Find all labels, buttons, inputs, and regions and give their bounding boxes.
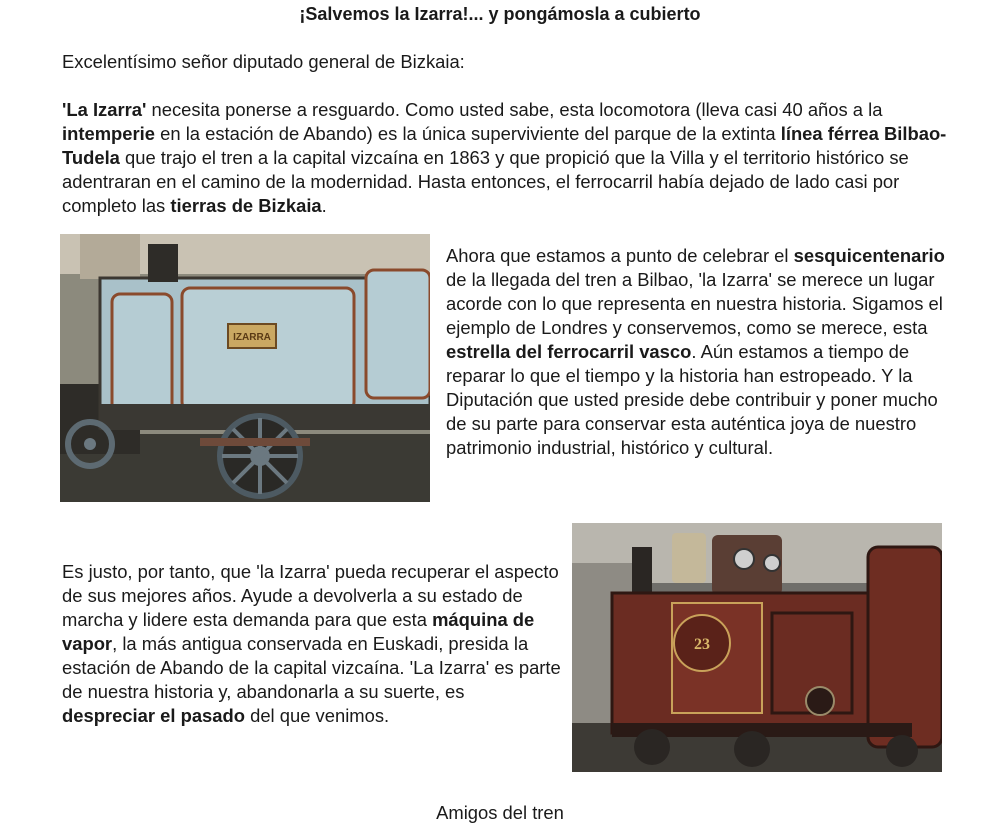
salutation: Excelentísimo señor diputado general de Bizkaia: [62,51,465,72]
paragraph-2 [446,244,946,460]
bold-text: línea férrea Bilbao-Tudela [62,123,947,168]
text: necesita ponerse a resguardo. Como usted sabe, esta locomotora (lleva casi 40 años a la [146,99,883,120]
text: . Aún estamos a tiempo de reparar lo que el tiempo y la historia han estropeado. Y la Diputación que usted preside debe contribuir y poner mucho de su parte para conservar esta auténtica joya de nuestro patrimonio industrial, histórico y cultural. [446,341,938,458]
text: . [321,195,327,216]
bold-text: intemperie [62,123,156,144]
text: del que venimos. [244,705,390,726]
paragraph-3 [62,560,562,728]
bold-text: 'La Izarra' [62,99,147,120]
izarra-locomotory-photo-outdoor [60,234,430,502]
text: , la más antigua conservada en Euskadi, presida la estación de Abando de la capital vizcaína. 'La Izarra' es parte de nuestra historia y, abandonarla a su suerte, es [62,633,561,702]
text: en la estación de Abando) es la única superviviente del parque de la extinta [155,123,781,144]
locomotive-number: 23 [694,636,710,653]
izarra-nameplate: IZARRA [233,332,271,343]
text: que trajo el tren a la capital vizcaína en 1863 y que propició que la Villa y el territorio histórico se adentraran en el camino de la modernidad. Hasta entonces, el ferrocarril había dejado de lado casi por completo las [62,147,909,216]
text: Es justo, por tanto, que 'la Izarra' pueda recuperar el aspecto de sus mejores años. Ayude a devolverla a su estado de marcha y lidere esta demanda para que esta [62,561,559,630]
paragraph-1 [62,98,952,218]
bold-text: máquina de vapor [62,609,535,654]
letter-title: ¡Salvemos la Izarra!... y pongámosla a cubierto [299,4,701,24]
bold-text: despreciar el pasado [62,705,245,726]
bold-text: tierras de Bizkaia [170,195,322,216]
signature: Amigos del tren [436,802,564,823]
bold-text: estrella del ferrocarril vasco [446,341,692,362]
bold-text: sesquicentenario [793,245,945,266]
restored-locomotive-museum-photo [572,523,942,772]
text: Ahora que estamos a punto de celebrar el [446,245,794,266]
text: de la llegada del tren a Bilbao, 'la Izarra' se merece un lugar acorde con lo que representa en nuestra historia. Sigamos el ejemplo de Londres y conservemos, como se merece, esta [446,269,943,338]
